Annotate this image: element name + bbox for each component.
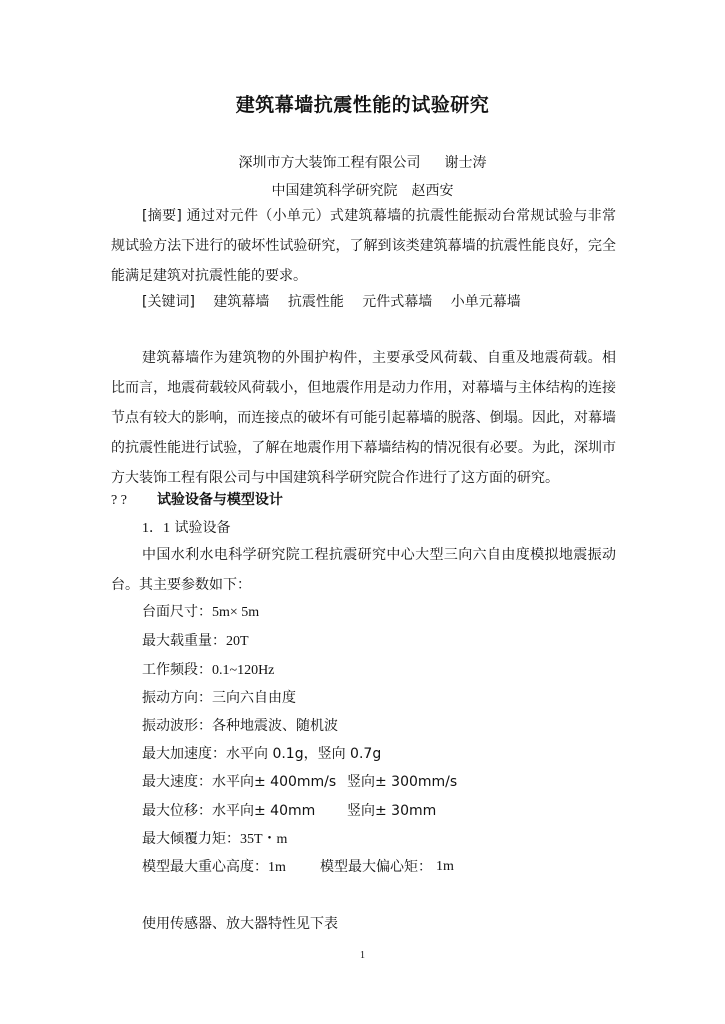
param-label: 最大速度： xyxy=(142,774,212,790)
section-number: ? ? xyxy=(111,493,127,508)
param-row xyxy=(142,772,458,792)
author-name: 谢士涛 xyxy=(444,155,487,171)
param-label: 振动方向： xyxy=(142,690,212,706)
author-name: 赵西安 xyxy=(411,183,454,199)
abstract-text: 通过对元件（小单元）式建筑幕墙的抗震性能振动台常规试验与非常规试验方法下进行的破坏性试验研究，了解到该类建筑幕墙的抗震性能良好，完全能满足建筑对抗震性能的要求。 xyxy=(111,208,616,284)
param-value: 5m× 5m xyxy=(212,605,260,620)
section-title: 试验设备与模型设计 xyxy=(156,492,283,508)
param-value: 水平向± 40mm xyxy=(212,803,316,819)
subsection-title: 试验设备 xyxy=(174,520,231,536)
param-value-vertical: 竖向± 30mm xyxy=(347,803,437,819)
subsection-number: 1．1 xyxy=(142,521,170,536)
param-row xyxy=(142,602,259,623)
keywords-line xyxy=(142,292,521,312)
param-value-2: 1m xyxy=(436,859,454,874)
param-value: 1m xyxy=(268,860,286,875)
param-label-2: 模型最大偏心矩： xyxy=(320,859,432,875)
intro-paragraph: 建筑幕墙作为建筑物的外围护构件，主要承受风荷载、自重及地震荷载。相比而言，地震荷载较风荷载小，但地震作用是动力作用，对幕墙与主体结构的连接节点有较大的影响，而连接点的破坏有可能引起幕墙的脱落、倒塌。因此，对幕墙的抗震性能进行试验，了解在地震作用下幕墙结构的情况很有必要。为此，深圳市方大装饰工程有限公司与中国建筑科学研究院合作进行了这方面的研究。 xyxy=(111,350,616,486)
param-row xyxy=(142,688,296,708)
author-line-2 xyxy=(0,180,725,200)
param-label: 台面尺寸： xyxy=(142,604,212,620)
param-label: 最大载重量： xyxy=(142,633,226,649)
param-value: 水平向± 400mm/s xyxy=(212,774,337,790)
param-label: 工作频段： xyxy=(142,662,212,678)
abstract-paragraph xyxy=(111,201,616,291)
author-org: 中国建筑科学研究院 xyxy=(271,183,398,199)
keyword: 抗震性能 xyxy=(287,294,344,310)
section-heading xyxy=(111,490,283,511)
param-label: 振动波形： xyxy=(142,718,212,734)
param-row xyxy=(142,744,381,764)
param-label: 最大位移： xyxy=(142,803,212,819)
keyword: 小单元幕墙 xyxy=(450,294,521,310)
author-org: 深圳市方大装饰工程有限公司 xyxy=(238,155,421,171)
keywords-label: [关键词] xyxy=(142,294,195,310)
param-row xyxy=(142,716,338,736)
param-value: 三向六自由度 xyxy=(212,690,296,706)
keyword: 建筑幕墙 xyxy=(213,294,270,310)
param-value: 35T・m xyxy=(240,832,288,847)
param-value-vertical: 竖向± 300mm/s xyxy=(347,774,458,790)
author-line-1 xyxy=(0,152,725,172)
keyword: 元件式幕墙 xyxy=(362,294,433,310)
param-row xyxy=(142,801,437,821)
param-value: 各种地震波、随机波 xyxy=(212,718,338,734)
param-value: 20T xyxy=(226,634,249,649)
param-row xyxy=(142,631,249,652)
param-value: 0.1~120Hz xyxy=(212,663,275,678)
param-row xyxy=(142,857,454,878)
document-title: 建筑幕墙抗震性能的试验研究 xyxy=(235,94,490,116)
param-value: 水平向 0.1g，竖向 0.7g xyxy=(226,746,382,762)
param-label: 最大倾覆力矩： xyxy=(142,831,240,847)
param-row xyxy=(142,829,287,850)
page-number: 1 xyxy=(360,950,365,961)
param-row xyxy=(142,660,274,681)
equipment-intro: 中国水利水电科学研究院工程抗震研究中心大型三向六自由度模拟地震振动台。其主要参数如下： xyxy=(111,547,616,593)
subsection-heading xyxy=(142,518,230,539)
abstract-label: [摘要] xyxy=(142,208,182,224)
param-label: 模型最大重心高度： xyxy=(142,859,268,875)
sensor-note: 使用传感器、放大器特性见下表 xyxy=(142,916,338,932)
param-label: 最大加速度： xyxy=(142,746,226,762)
